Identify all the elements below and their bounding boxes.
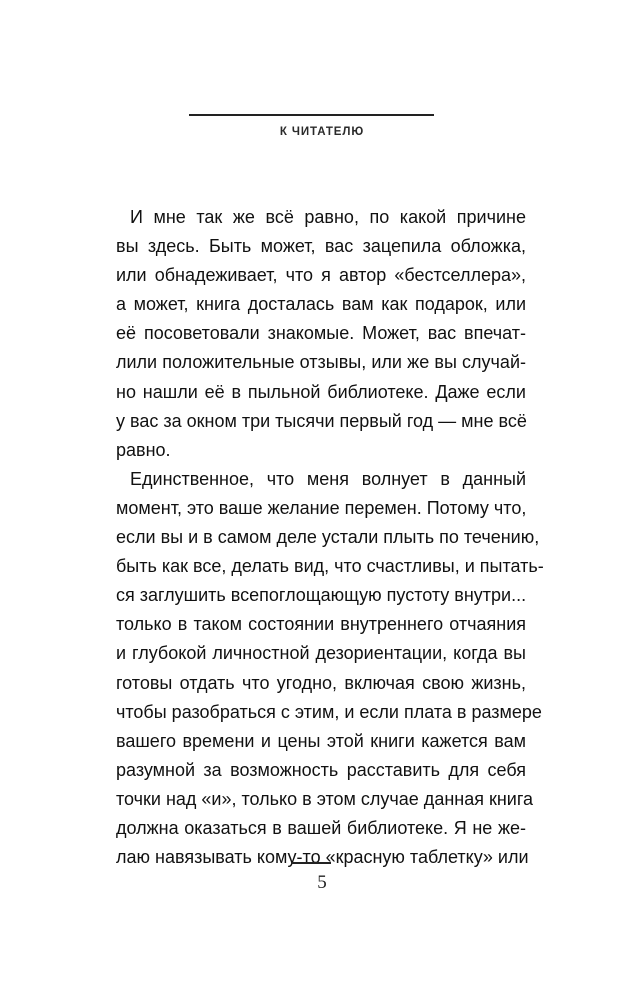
header-rule bbox=[189, 114, 434, 116]
text-line: готовы отдать что угодно, включая свою жизнь, bbox=[116, 672, 526, 693]
text-line: у вас за окном три тысячи первый год — мне всё bbox=[116, 410, 527, 431]
body-text bbox=[116, 203, 544, 872]
text-line: разумной за возможность расставить для себя bbox=[116, 759, 526, 780]
text-line: чтобы разобраться с этим, и если плата в размере bbox=[116, 701, 542, 722]
text-line: её посоветовали знакомые. Может, вас впечат- bbox=[116, 323, 526, 344]
text-line: равно. bbox=[116, 439, 171, 460]
paragraph bbox=[116, 465, 544, 872]
text-line: а может, книга досталась вам как подарок, или bbox=[116, 294, 526, 315]
text-line: лили положительные отзывы, или же вы случай- bbox=[116, 352, 526, 373]
paragraph bbox=[116, 203, 526, 465]
text-line: И мне так же всё равно, по какой причине bbox=[130, 207, 526, 227]
text-line: ся заглушить всепоглощающую пустоту внутри... bbox=[116, 585, 527, 606]
text-line: момент, это ваше желание перемен. Потому что, bbox=[116, 497, 527, 518]
text-line: быть как все, делать вид, что счастливы, и пытать- bbox=[116, 556, 544, 577]
running-head: К ЧИТАТЕЛЮ bbox=[279, 126, 365, 138]
text-line: лаю навязывать кому-то «красную таблетку» или bbox=[116, 847, 529, 868]
text-line: если вы и в самом деле устали плыть по течению, bbox=[116, 527, 540, 548]
page-number: 5 bbox=[317, 872, 327, 893]
text-line: вы здесь. Быть может, вас зацепила обложка, bbox=[116, 236, 526, 257]
text-line: или обнадеживает, что я автор «бестселлера», bbox=[116, 265, 526, 286]
footer-rule bbox=[291, 862, 331, 864]
text-line: Единственное, что меня волнует в данный bbox=[130, 468, 526, 489]
text-line: должна оказаться в вашей библиотеке. Я не же- bbox=[116, 817, 526, 838]
text-line: и глубокой личностной дезориентации, когда вы bbox=[116, 643, 526, 664]
text-line: вашего времени и цены этой книги кажется вам bbox=[116, 730, 526, 751]
text-line: только в таком состоянии внутреннего отчаяния bbox=[116, 614, 526, 635]
text-line: но нашли её в пыльной библиотеке. Даже если bbox=[116, 381, 526, 402]
text-line: точки над «и», только в этом случае данная книга bbox=[116, 788, 534, 809]
